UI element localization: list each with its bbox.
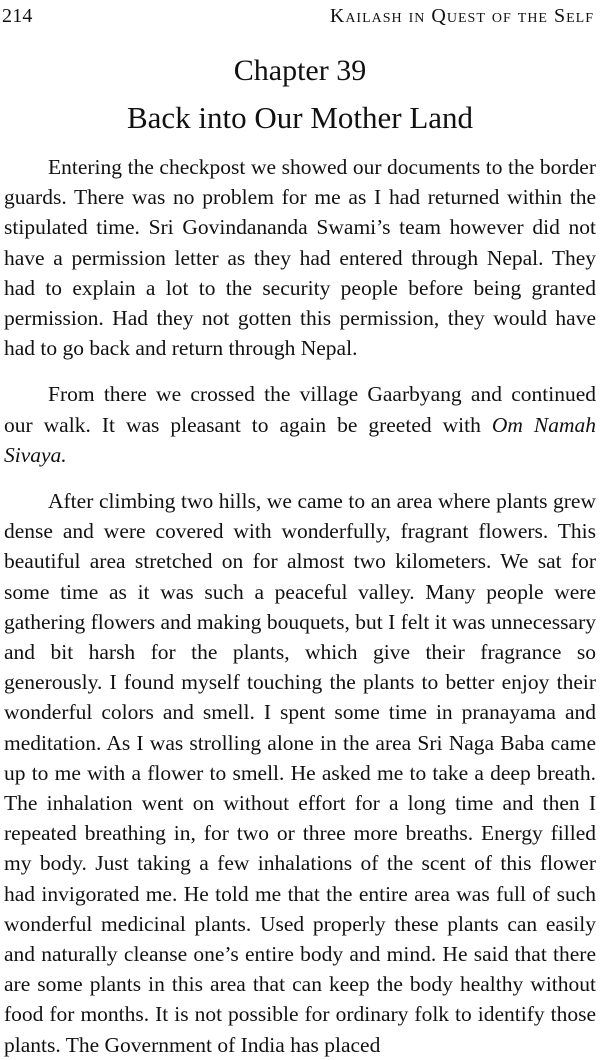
paragraph-2-greeting: Om Namah Sivaya. (4, 412, 597, 467)
page-number: 214 (2, 5, 33, 27)
paragraph-1: Entering the checkpost we showed our documents to the border guards. There was no problem for me as I had returned within the stipulated time. Sri Govindananda Swami’s team however did not have a permission letter as they had entered through Nepal. They had to explain a lot to the security people before being granted permission. Had they not gotten this permission, they would have had to go back and return through Nepal. (4, 155, 596, 361)
book-title: Kailash in Quest of the Self (329, 5, 594, 27)
chapter-title: Back into Our Mother Land (126, 100, 474, 135)
chapter-label: Chapter 39 (233, 54, 367, 87)
running-header (0, 0, 600, 32)
body-text (4, 152, 596, 1060)
paragraph-2-text: From there we crossed the village Gaarbyang and continued our walk. It was pleasant to again be greeted with (4, 382, 596, 437)
paragraph-3: After climbing two hills, we came to an area where plants grew dense and were covered with wonderfully, fragrant flowers. This beautiful area stretched on for almost two kilometers. We sat for some time as it was such a peaceful valley. Many people were gathering flowers and making bouquets, but I felt it was unnecessary and bit harsh for the plants, which give their fragrance so generously. I found myself touching the plants to better enjoy their wonderful colors and smell. I spent some time in pranayama and meditation. As I was strolling alone in the area Sri Naga Baba came up to me with a flower to smell. He asked me to take a deep breath. The inhalation went on without effort for a long time and then I repeated breathing in, for two or three more breaths. Energy filled my body. Just taking a few inhalations of the scent of this flower had invigorated me. He told me that the entire area was full of such wonderful medicinal plants. Used properly these plants can easily and naturally cleanse one’s entire body and mind. He said that there are some plants in this area that can keep the body healthy without food for months. It is not possible for ordinary folk to identify those plants. The Government of India has placed (4, 489, 596, 1057)
paragraph-2 (4, 379, 596, 470)
